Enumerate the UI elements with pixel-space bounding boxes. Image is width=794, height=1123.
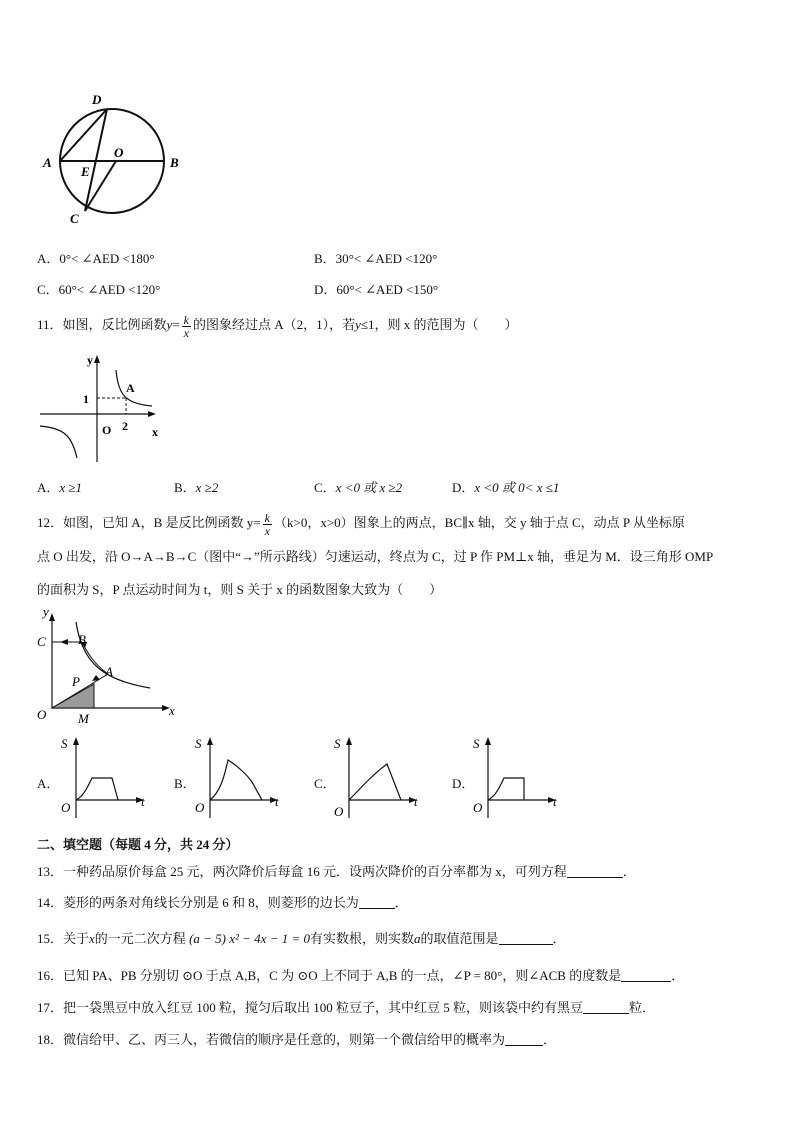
q12-x-label: x [169, 703, 175, 718]
q12-option-c-label: C． [314, 776, 336, 791]
svg-text:S: S [61, 736, 68, 751]
label-o: O [114, 145, 124, 160]
q11-x-label: x [152, 425, 158, 439]
q17: 17．把一袋黑豆中放入红豆 100 粒，搅匀后取出 100 粒豆子，其中红豆 5 粒，则该袋中约有黑豆 粒． [37, 1000, 656, 1015]
label-d: D [92, 92, 102, 107]
q12-line1: 12．如图，已知 A，B 是反比例函数 y= $\frac{k}{x}$ （k>0，x>0）图象上的两点，BC∥x 轴，交 y 轴于点 C，动点 P 从坐标原 [37, 510, 685, 538]
svg-text:S: S [334, 736, 341, 751]
q11-option-d: D．x <0 或 0< x ≤1 [452, 480, 560, 495]
q12-option-d-label: D． [452, 776, 475, 791]
svg-text:O: O [334, 804, 344, 819]
q12-line2: 点 O 出发，沿 O→A→B→C（图中“→”所示路线）匀速运动，终点为 C，过 P 作 PM⊥x 轴，垂足为 M．设三角形 OMP [37, 549, 714, 564]
q12-option-b-label: B． [174, 776, 196, 791]
label-b: B [170, 155, 179, 170]
label-c: C [70, 211, 79, 226]
q10-option-c: C．60°< ∠AED <120° [37, 282, 161, 297]
q10-option-d: D．60°< ∠AED <150° [314, 282, 439, 297]
q10-option-a: A．0°< ∠AED <180° [37, 251, 155, 266]
q12-o-label: O [37, 707, 47, 722]
q15: 15．关于x的一元二次方程 (a − 5) x² − 4x − 1 = 0有实数根，则实数a的取值范围是 ． [37, 931, 566, 946]
svg-text:O: O [195, 800, 205, 815]
svg-text:O: O [61, 800, 71, 815]
q12-option-c-graph [331, 734, 431, 822]
q12-option-a-label: A． [37, 776, 60, 791]
label-a: A [43, 155, 52, 170]
svg-text:S: S [473, 736, 480, 751]
svg-text:t: t [414, 794, 418, 809]
q11-one-label: 1 [83, 392, 89, 406]
q12-a-label: A [105, 664, 113, 679]
svg-text:O: O [473, 800, 483, 815]
q12-figure [32, 604, 192, 728]
q12-option-a-graph [58, 734, 158, 822]
q18: 18．微信给甲、乙、丙三人，若微信的顺序是任意的，则第一个微信给甲的概率为 ． [37, 1032, 557, 1047]
label-e: E [81, 164, 90, 179]
q12-y-label: y [43, 604, 49, 619]
section-title: 二、填空题（每题 4 分，共 24 分） [37, 837, 239, 852]
q11-stem: 11．如图，反比例函数y= $\frac{k}{x}$ 的图象经过点 A（2，1），若y≤1，则 x 的范围为（ ） [37, 312, 518, 340]
q10-option-b: B．30°< ∠AED <120° [314, 251, 438, 266]
q12-option-d-graph [470, 734, 570, 822]
q12-b-label: B [78, 632, 86, 647]
q11-y-label: y [87, 353, 93, 367]
q11-option-a: A．x ≥1 [37, 480, 83, 495]
svg-text:t: t [275, 794, 279, 809]
q12-option-b-graph [192, 734, 292, 822]
q12-line3: 的面积为 S，P 点运动时间为 t，则 S 关于 x 的函数图象大致为（ ） [37, 582, 443, 597]
q12-p-label: P [72, 674, 80, 689]
svg-text:t: t [141, 794, 145, 809]
q11-option-c: C．x <0 或 x ≥2 [314, 480, 403, 495]
svg-text:S: S [195, 736, 202, 751]
svg-text:t: t [553, 794, 557, 809]
q11-a-label: A [126, 381, 135, 395]
q11-option-b: B．x ≥2 [174, 480, 219, 495]
q13: 13．一种药品原价每盒 25 元，两次降价后每盒 16 元．设两次降价的百分率都为 x，可列方程 ． [37, 864, 636, 879]
q11-o-label: O [102, 423, 112, 437]
q11-graph [34, 350, 174, 465]
q11-two-label: 2 [122, 419, 128, 433]
q16: 16．已知 PA、PB 分别切 ⊙O 于点 A,B，C 为 ⊙O 上不同于 A,B 的一点，∠P = 80°，则∠ACB 的度数是 ． [37, 968, 685, 983]
q12-m-label: M [78, 711, 89, 726]
q14: 14．菱形的两条对角线长分别是 6 和 8，则菱形的边长为 ． [37, 895, 408, 910]
circle-figure [36, 88, 196, 230]
q12-c-label: C [37, 634, 46, 649]
